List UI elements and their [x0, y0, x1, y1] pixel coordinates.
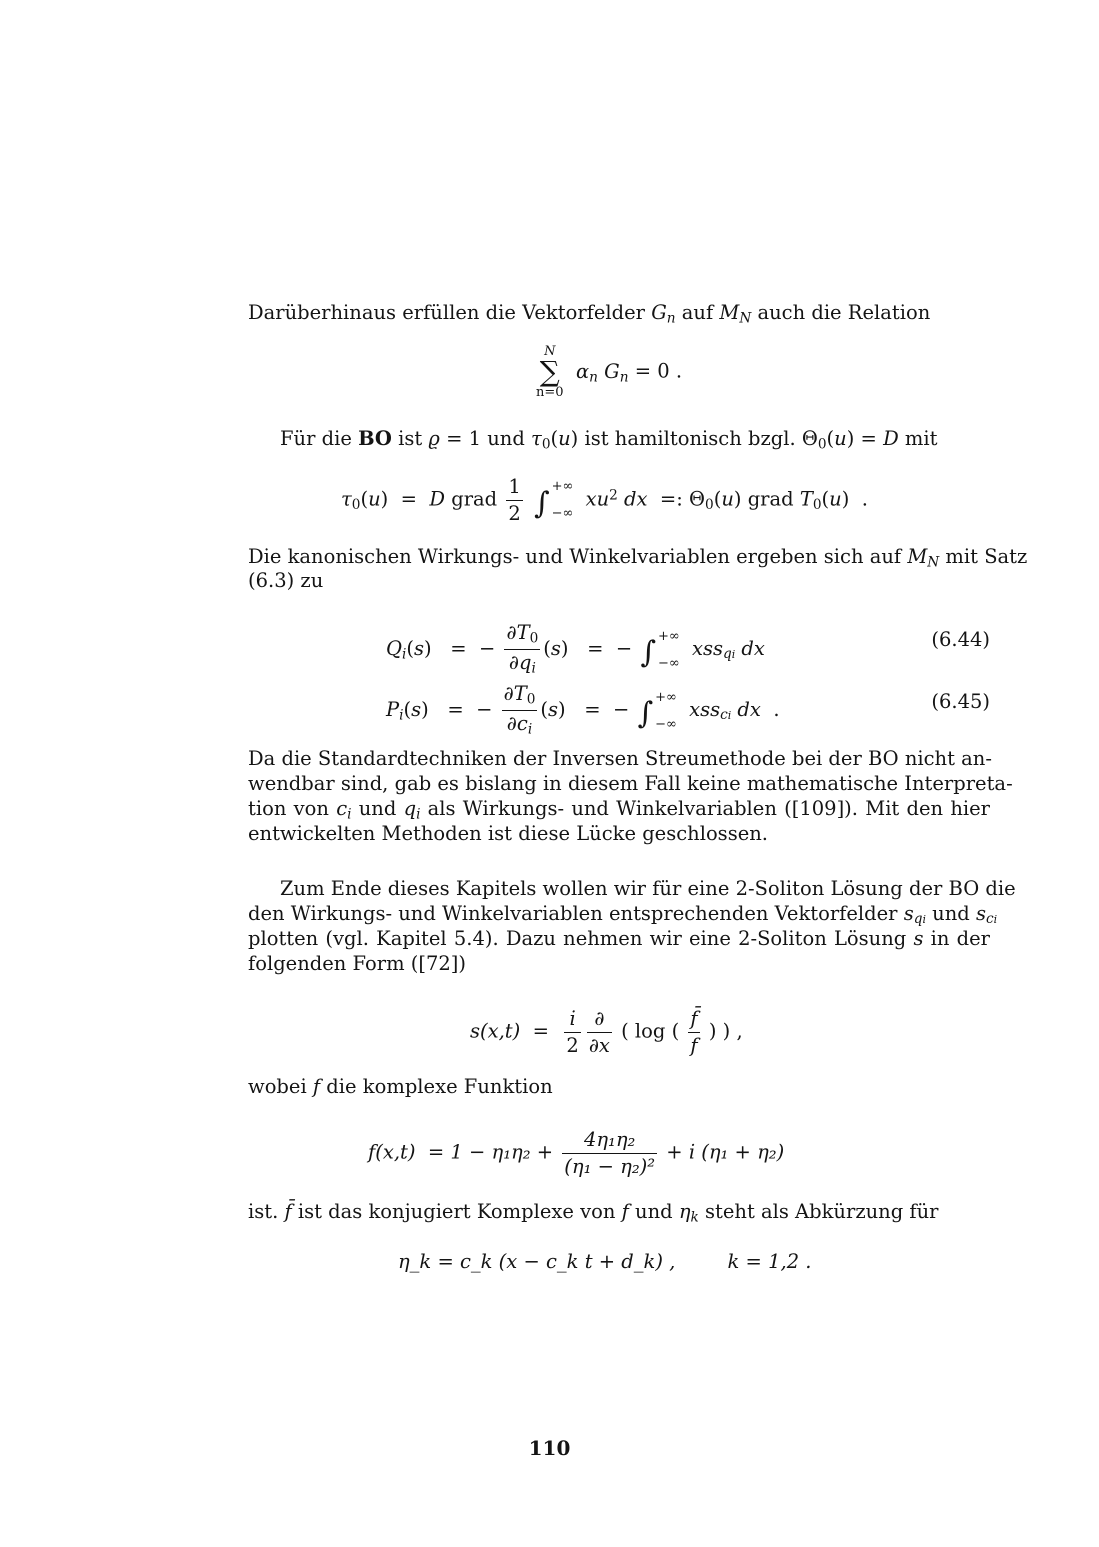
text: auf	[675, 301, 720, 324]
text: plotten (vgl. Kapitel 5.4). Dazu nehmen wir eine 2-Soliton Lösung	[248, 927, 914, 950]
paragraph-standard-3: tion von $c_i$ und $q_i$ als Wirkungs- und Winkelvariablen ([109]). Mit den hier	[248, 797, 990, 823]
integral-upper: +∞	[658, 628, 680, 644]
fraction-numerator: f̄	[688, 1008, 699, 1033]
text: in der	[923, 927, 990, 950]
text: wobei	[248, 1075, 313, 1098]
f-rhs-a: = 1 − η₁η₂ +	[427, 1140, 554, 1164]
text: ist hamiltonisch bzgl.	[578, 427, 802, 450]
text: ist.	[248, 1200, 285, 1223]
paragraph-soliton-1: Zum Ende dieses Kapitels wollen wir für eine 2-Soliton Lösung der BO die	[280, 877, 1016, 900]
paragraph-canonical: Die kanonischen Wirkungs- und Winkelvariablen ergeben sich auf $M_N$ mit Satz	[248, 545, 1028, 571]
text: mit Satz	[939, 545, 1028, 568]
fraction-numerator: ∂T	[506, 621, 530, 644]
equation-6-45: $P_i(s)$ = − $\frac{\partial T_0}{\partial c_i}$ (s) = − ∫ +∞ −∞ xss$_{ci}$ dx .	[386, 682, 780, 738]
text: tion von	[248, 797, 337, 820]
text: Für die	[280, 427, 359, 450]
bo-bold: BO	[358, 427, 392, 450]
equation-number: (6.44)	[931, 628, 990, 651]
sum-rhs: = 0 .	[634, 359, 683, 383]
equation-s: s(x,t) = $\frac{i}{2}$ $\frac{\partial}{\partial x}$ ( log ( $\frac{f̄}{f}$ ) ) ,	[470, 1007, 743, 1057]
p-symbol: P	[386, 698, 400, 722]
paragraph-bo: Für die BO ist ϱ = 1 und $\tau_0(u)$ ist hamiltonisch bzgl. $\Theta_0(u) = D$ mit	[280, 427, 938, 453]
equation-f	[368, 1129, 784, 1177]
integral-upper: +∞	[551, 479, 574, 494]
integral-lower: −∞	[658, 655, 680, 671]
text: die komplexe Funktion	[320, 1075, 553, 1098]
equation-number: (6.45)	[931, 690, 990, 713]
paragraph-soliton-4: folgenden Form ([72])	[248, 952, 467, 975]
text: ist das konjugiert Komplexe von	[291, 1200, 622, 1223]
log-text: ( log (	[621, 1019, 680, 1043]
fraction-numerator: 1	[506, 476, 522, 501]
q-symbol: Q	[386, 637, 402, 661]
defeq: =:	[659, 487, 683, 511]
text: steht als Abkürzung für	[698, 1200, 939, 1223]
equation-eta	[398, 1250, 812, 1274]
text: Darüberhinaus erfüllen die Vektorfelder	[248, 301, 652, 324]
fraction-denominator: (η₁ − η₂)²	[564, 1154, 656, 1178]
text: auch die Relation	[751, 301, 931, 324]
paragraph-standard-4: entwickelten Methoden ist diese Lücke geschlossen.	[248, 822, 768, 845]
paragraph-intro: Darüberhinaus erfüllen die Vektorfelder $G_n$ auf $M_N$ auch die Relation	[248, 301, 931, 327]
paragraph-canonical-2	[248, 569, 990, 593]
text: als Wirkungs- und Winkelvariablen ([109]). Mit den hier	[420, 797, 990, 820]
page-number: 110	[528, 1436, 571, 1460]
grad-text: grad	[451, 487, 498, 511]
fraction-denominator: 2	[566, 1033, 579, 1057]
paragraph-soliton-2: den Wirkungs- und Winkelvariablen entsprechenden Vektorfelder $s_{qi}$ und $s_{ci}$	[248, 902, 998, 928]
fraction-denominator: 2	[508, 501, 521, 525]
fraction-denominator: ∂c	[506, 712, 528, 736]
paragraph-soliton-3: plotten (vgl. Kapitel 5.4). Dazu nehmen wir eine 2-Soliton Lösung s in der	[248, 927, 990, 950]
fraction-denominator: ∂q	[508, 651, 532, 675]
text: und	[925, 902, 976, 925]
text: Die kanonischen Wirkungs- und Winkelvariablen ergeben sich auf	[248, 545, 908, 568]
eta-k: k = 1,2 .	[727, 1250, 812, 1273]
fraction-numerator: i	[564, 1008, 580, 1033]
integral-lower: −∞	[551, 506, 574, 521]
s-lhs: s(x,t)	[470, 1019, 521, 1043]
integral-upper: +∞	[655, 689, 677, 705]
text: = 1 und	[439, 427, 532, 450]
text: mit	[898, 427, 938, 450]
period: .	[861, 487, 868, 511]
equation-sum: N ∑ n=0 $\alpha_n$ $G_n = 0$ .	[536, 344, 683, 400]
equation-tau: $\tau_0(u) = D$ grad $\frac{1}{2}$ ∫ +∞ −∞ $xu^2$ dx =: $\Theta_0(u)$ grad $T_0(u)$ .	[341, 475, 868, 525]
fraction-denominator: ∂x	[588, 1033, 610, 1057]
f-lhs: f(x,t)	[368, 1140, 416, 1164]
fraction-denominator: f	[690, 1033, 698, 1057]
fraction-numerator: ∂	[587, 1008, 612, 1033]
sum-sign: ∑	[539, 355, 560, 388]
fraction-numerator: 4η₁η₂	[562, 1129, 657, 1154]
paragraph-conjugate: ist. f̄ ist das konjugiert Komplexe von f und $\eta_k$ steht als Abkürzung für	[248, 1200, 939, 1226]
fraction-numerator: ∂T	[503, 682, 527, 705]
text: (6.3) zu	[248, 569, 324, 592]
paragraph-standard-2: wendbar sind, gab es bislang in diesem Fall keine mathematische Interpreta-	[248, 772, 1013, 795]
equation-6-44: $Q_i(s)$ = − $\frac{\partial T_0}{\partial q_i}$ (s) = − ∫ +∞ −∞ xss$_{qi}$ dx	[386, 621, 765, 677]
eta-expr: η_k = c_k (x − c_k t + d_k) ,	[398, 1250, 676, 1273]
paragraph-wobei: wobei f die komplexe Funktion	[248, 1075, 553, 1098]
text: =	[854, 427, 884, 450]
integral-lower: −∞	[655, 716, 677, 732]
sum-lower-limit: n=0	[536, 385, 564, 400]
f-rhs-b: + i (η₁ + η₂)	[666, 1140, 785, 1164]
text: den Wirkungs- und Winkelvariablen entsprechenden Vektorfelder	[248, 902, 904, 925]
text: ist	[391, 427, 429, 450]
text: und	[628, 1200, 679, 1223]
sum-upper-limit: N	[544, 344, 556, 359]
paragraph-standard-1: Da die Standardtechniken der Inversen Streumethode bei der BO nicht an-	[248, 747, 992, 770]
text: und	[351, 797, 404, 820]
tau-symbol: τ	[341, 487, 352, 511]
close-text: ) ) ,	[708, 1019, 743, 1043]
